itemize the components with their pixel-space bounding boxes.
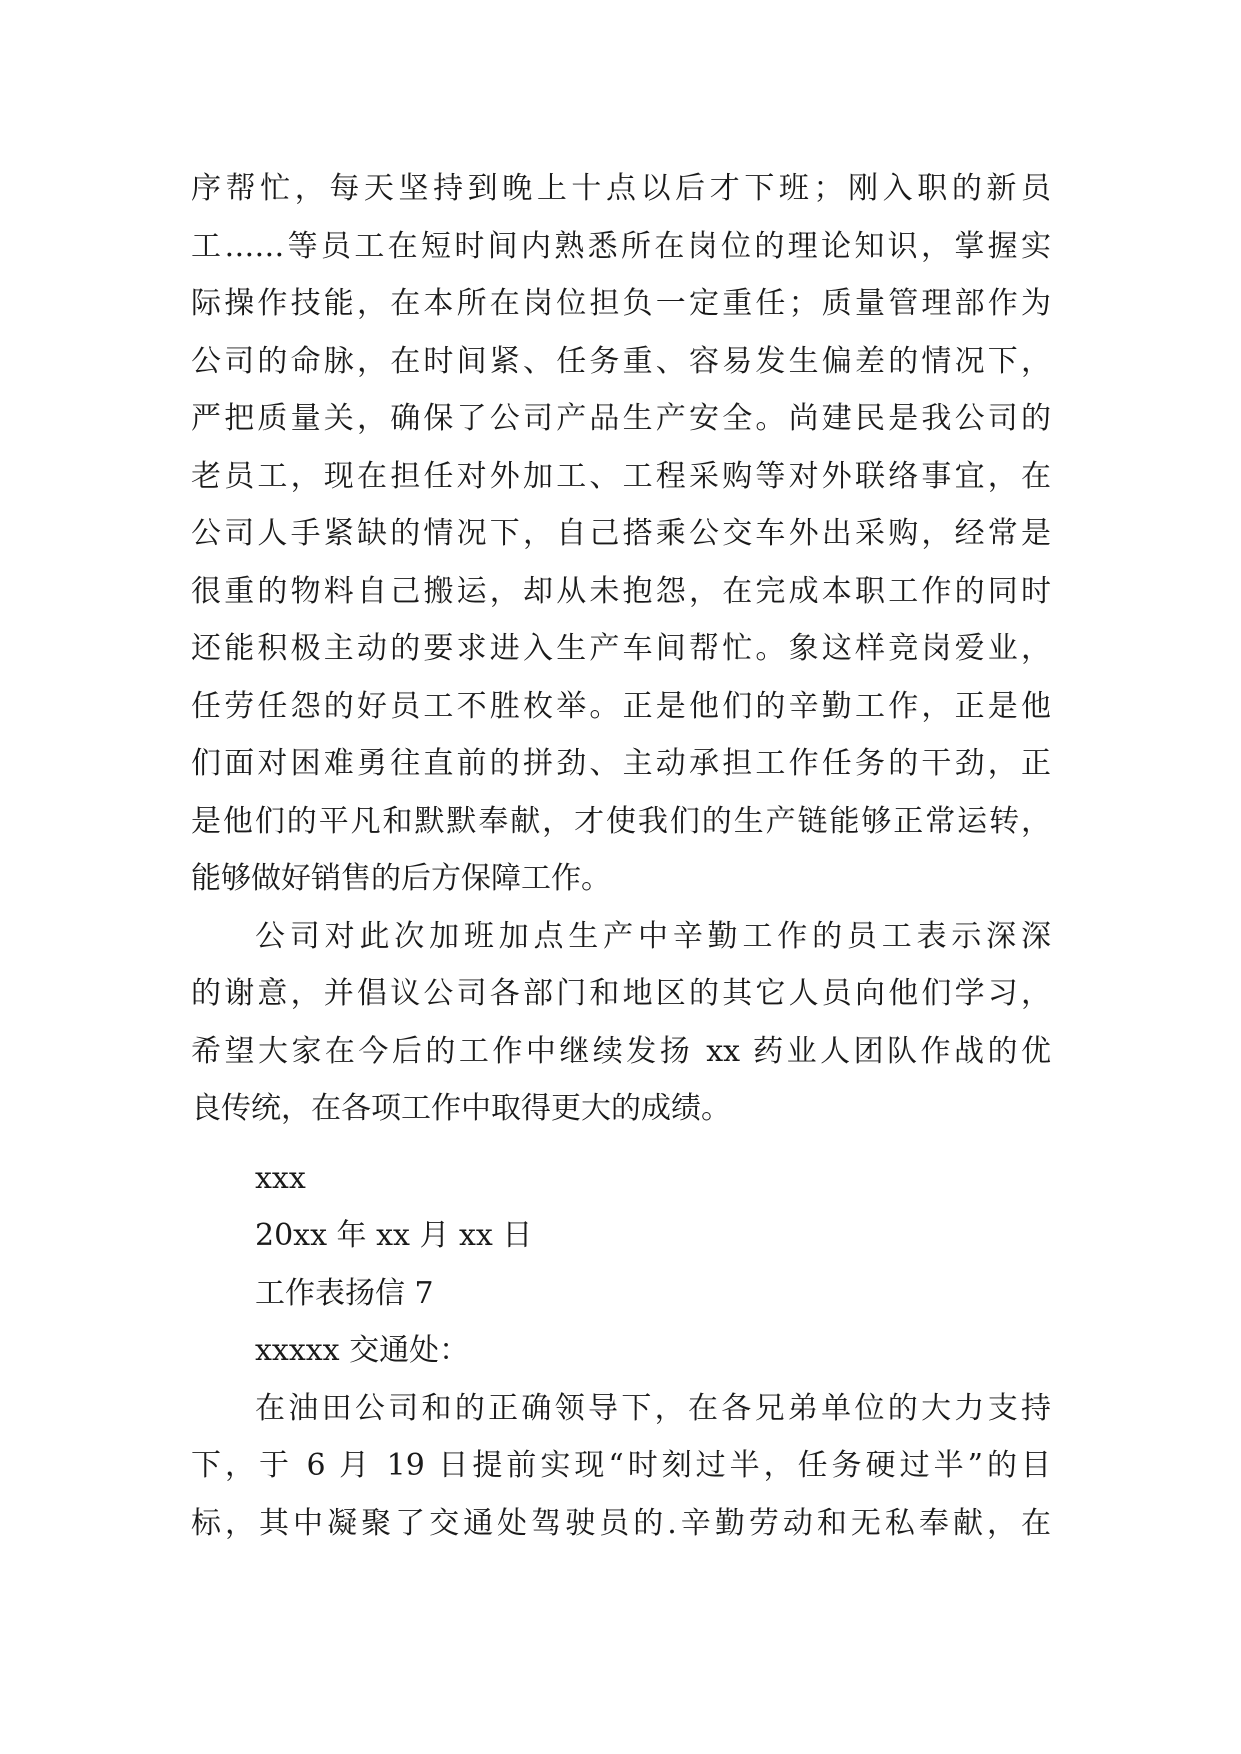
text-line: 序帮忙，每天坚持到晚上十点以后才下班；刚入职的新员 (191, 171, 1051, 206)
salutation: xxxxx 交通处： (255, 1333, 470, 1368)
text-line: 还能积极主动的要求进入生产车间帮忙。象这样竞岗爱业， (191, 631, 1051, 666)
spacer (191, 1138, 1051, 1150)
paragraph-traffic-office (191, 1380, 1051, 1553)
text-line: 公司的命脉，在时间紧、任务重、容易发生偏差的情况下， (191, 343, 1051, 379)
letter-title: 工作表扬信 7 (255, 1275, 434, 1311)
document-body (191, 160, 1051, 1552)
text-line: 标，其中凝聚了交通处驾驶员的.辛勤劳动和无私奉献，在 (191, 1505, 1051, 1541)
text-line: 们面对困难勇往直前的拼劲、主动承担工作任务的干劲，正 (191, 746, 1051, 781)
text-line: 公司人手紧缺的情况下，自己搭乘公交车外出采购，经常是 (191, 516, 1051, 551)
paragraph-company-thanks (191, 908, 1051, 1138)
text-line: 任劳任怨的好员工不胜枚举。正是他们的辛勤工作，正是他 (191, 688, 1051, 724)
date-line: 20xx 年 xx 月 xx 日 (255, 1218, 533, 1253)
text-line: 是他们的平凡和默默奉献，才使我们的生产链能够正常运转， (191, 803, 1051, 839)
text-line: 老员工，现在担任对外加工、工程采购等对外联络事宜，在 (191, 458, 1051, 494)
text-line: 际操作技能，在本所在岗位担负一定重任；质量管理部作为 (191, 286, 1051, 321)
paragraph-commendation-staff (191, 160, 1051, 908)
text-line: 希望大家在今后的工作中继续发扬 xx 药业人团队作战的优 (191, 1033, 1051, 1069)
text-line: 下，于 6 月 19 日提前实现“时刻过半，任务硬过半”的目 (191, 1448, 1051, 1483)
text-line: 能够做好销售的后方保障工作。 (191, 861, 611, 896)
text-line: 在油田公司和的正确领导下，在各兄弟单位的大力支持 (255, 1390, 1051, 1426)
text-line: 很重的物料自己搬运，却从未抱怨，在完成本职工作的同时 (191, 573, 1051, 609)
text-line: 的谢意，并倡议公司各部门和地区的其它人员向他们学习， (191, 976, 1051, 1011)
text-line: 工……等员工在短时间内熟悉所在岗位的理论知识，掌握实 (191, 228, 1051, 264)
text-line: 严把质量关，确保了公司产品生产安全。尚建民是我公司的 (191, 401, 1051, 436)
text-line: 公司对此次加班加点生产中辛勤工作的员工表示深深 (255, 918, 1051, 954)
text-line: 良传统，在各项工作中取得更大的成绩。 (191, 1091, 731, 1126)
signature: xxx (255, 1160, 306, 1196)
